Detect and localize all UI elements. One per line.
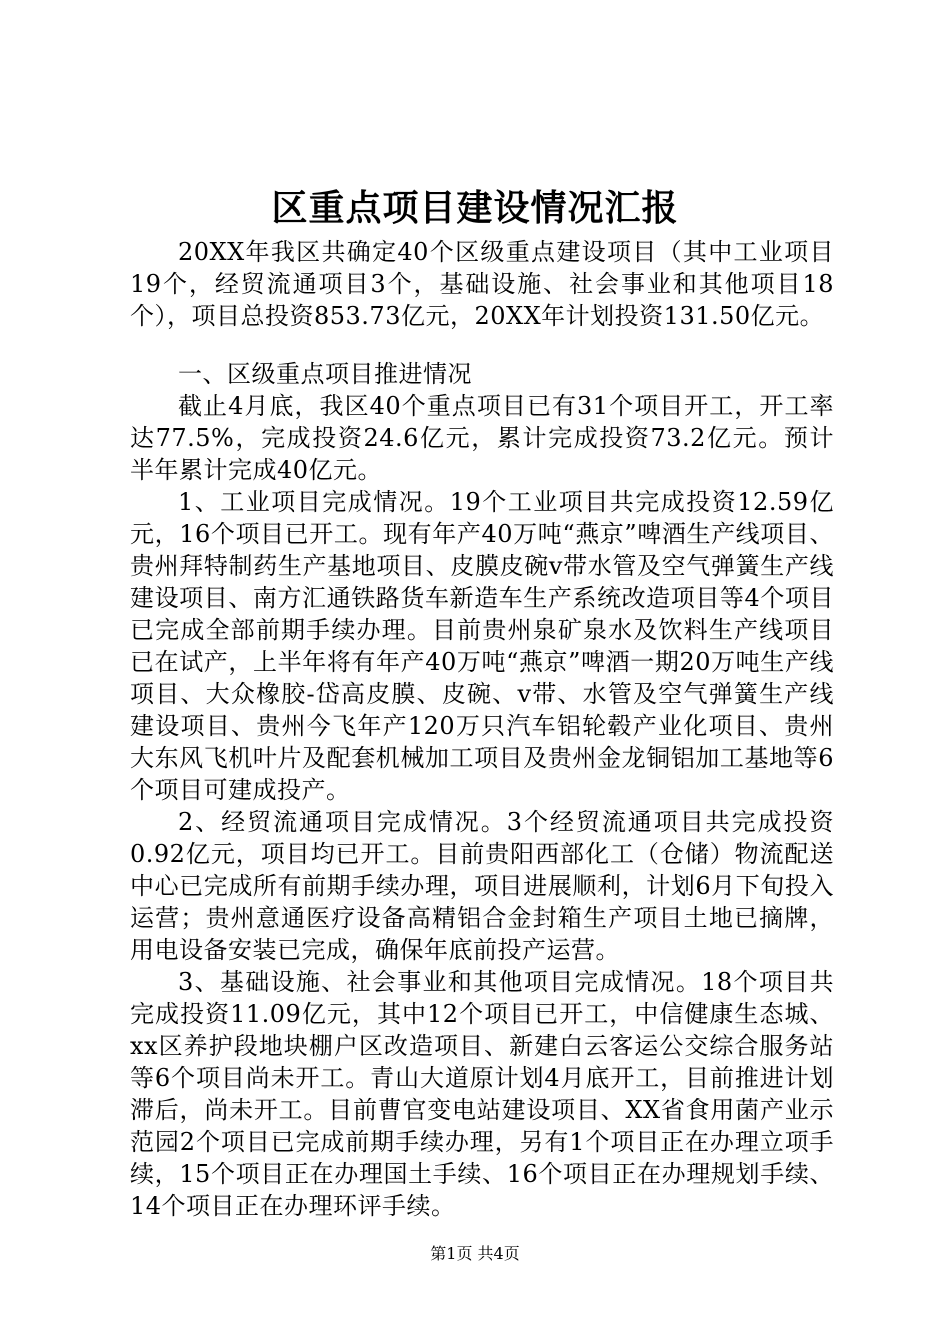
section-1-summary: 截止4月底，我区40个重点项目已有31个项目开工，开工率达77.5%，完成投资24.6亿元，累计完成投资73.2亿元。预计半年累计完成40亿元。 [130, 392, 834, 484]
item-1-paragraph: 1、工业项目完成情况。19个工业项目共完成投资12.59亿元，16个项目已开工。现有年产40万吨“燕京”啤酒生产线项目、贵州拜特制药生产基地项目、皮膜皮碗v带水管及空气弹簧生产线建设项目、南方汇通铁路货车新造车生产系统改造项目等4个项目已完成全部前期手续办理。目前贵州泉矿泉水及饮料生产线项目已在试产，上半年将有年产40万吨“燕京”啤酒一期20万吨生产线项目、大众橡胶-岱高皮膜、皮碗、v带、水管及空气弹簧生产线建设项目、贵州今飞年产120万只汽车铝轮毂产业化项目、贵州大东风飞机叶片及配套机械加工项目及贵州金龙铜铝加工基地等6个项目可建成投产。 [130, 488, 834, 804]
intro-block [130, 236, 834, 332]
section-1-heading: 一、区级重点项目推进情况 [178, 360, 472, 388]
intro-paragraph: 20XX年我区共确定40个区级重点建设项目（其中工业项目19个，经贸流通项目3个，基础设施、社会事业和其他项目18个），项目总投资853.73亿元，20XX年计划投资131.50亿元。 [130, 238, 834, 330]
page-footer: 第1页 共4页 [430, 1244, 520, 1263]
item-3-paragraph: 3、基础设施、社会事业和其他项目完成情况。18个项目共完成投资11.09亿元，其中12个项目已开工，中信健康生态城、xx区养护段地块棚户区改造项目、新建白云客运公交综合服务站等6个项目尚未开工。青山大道原计划4月底开工，目前推进计划滞后，尚未开工。目前曹官变电站建设项目、XX省食用菌产业示范园2个项目已完成前期手续办理，另有1个项目正在办理立项手续，15个项目正在办理国土手续、16个项目正在办理规划手续、14个项目正在办理环评手续。 [130, 968, 834, 1220]
section-1 [130, 358, 834, 1222]
item-2-paragraph: 2、经贸流通项目完成情况。3个经贸流通项目共完成投资0.92亿元，项目均已开工。目前贵阳西部化工（仓储）物流配送中心已完成所有前期手续办理，项目进展顺利，计划6月下旬投入运营；贵州意通医疗设备高精铝合金封箱生产项目土地已摘牌，用电设备安装已完成，确保年底前投产运营。 [130, 808, 834, 964]
document-title: 区重点项目建设情况汇报 [271, 187, 679, 229]
